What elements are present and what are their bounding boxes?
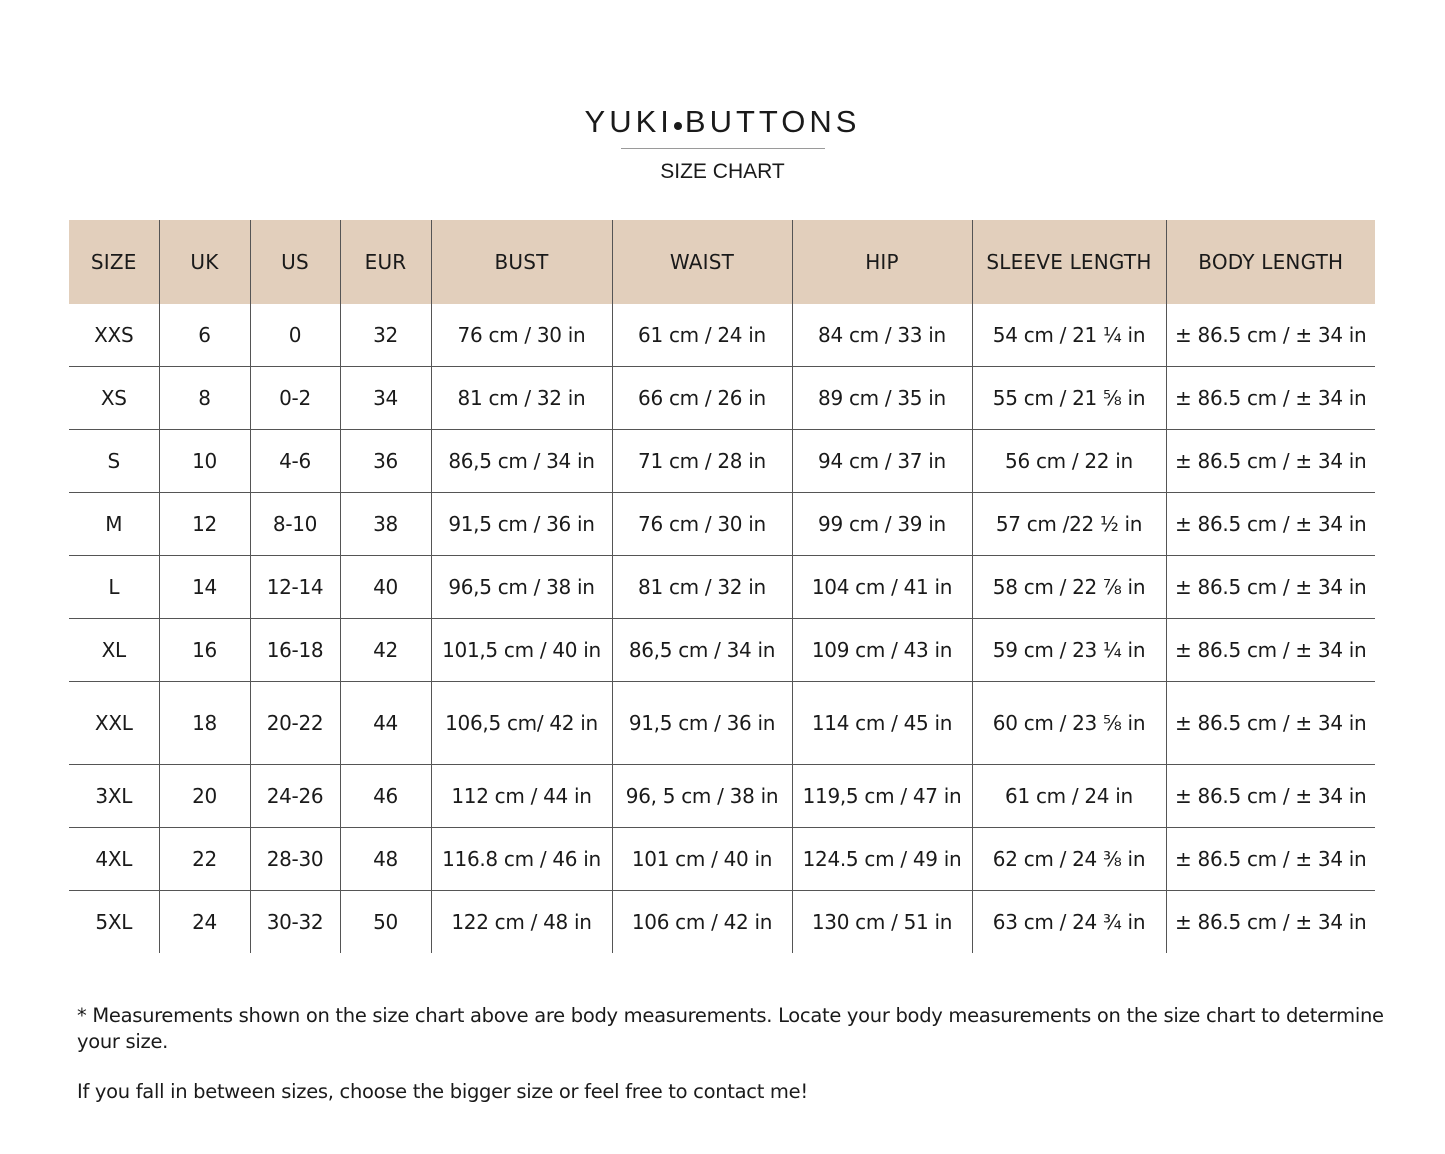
table-cell: 71 cm / 28 in <box>612 430 792 493</box>
table-cell: S <box>69 430 159 493</box>
table-cell: 5XL <box>69 891 159 954</box>
table-cell: 16 <box>159 619 250 682</box>
brand-logo <box>0 104 1445 140</box>
table-row <box>69 891 1375 954</box>
table-cell: ± 86.5 cm / ± 34 in <box>1166 891 1375 954</box>
table-cell: 101 cm / 40 in <box>612 828 792 891</box>
brand-name-right: BUTTONS <box>684 104 861 139</box>
table-cell: ± 86.5 cm / ± 34 in <box>1166 304 1375 367</box>
table-cell: ± 86.5 cm / ± 34 in <box>1166 682 1375 765</box>
size-chart-table <box>69 220 1375 953</box>
column-header-size: SIZE <box>69 220 159 304</box>
table-cell: 91,5 cm / 36 in <box>612 682 792 765</box>
table-cell: 8-10 <box>250 493 340 556</box>
table-cell: 12-14 <box>250 556 340 619</box>
table-cell: 20 <box>159 765 250 828</box>
table-cell: 94 cm / 37 in <box>792 430 972 493</box>
table-cell: 38 <box>340 493 431 556</box>
table-cell: 109 cm / 43 in <box>792 619 972 682</box>
table-cell: 96,5 cm / 38 in <box>431 556 612 619</box>
brand-name-left: YUKI <box>584 104 673 139</box>
brand-header <box>0 104 1445 185</box>
table-cell: 24-26 <box>250 765 340 828</box>
table-cell: 56 cm / 22 in <box>972 430 1166 493</box>
table-cell: ± 86.5 cm / ± 34 in <box>1166 430 1375 493</box>
table-cell: 106 cm / 42 in <box>612 891 792 954</box>
table-cell: 81 cm / 32 in <box>612 556 792 619</box>
table-cell: 99 cm / 39 in <box>792 493 972 556</box>
table-cell: 130 cm / 51 in <box>792 891 972 954</box>
footnotes <box>77 1003 1387 1105</box>
table-cell: 3XL <box>69 765 159 828</box>
table-cell: 122 cm / 48 in <box>431 891 612 954</box>
table-cell: 36 <box>340 430 431 493</box>
table-row <box>69 367 1375 430</box>
column-header-eur: EUR <box>340 220 431 304</box>
column-header-uk: UK <box>159 220 250 304</box>
table-cell: 116.8 cm / 46 in <box>431 828 612 891</box>
table-cell: 44 <box>340 682 431 765</box>
table-cell: 101,5 cm / 40 in <box>431 619 612 682</box>
table-cell: 96, 5 cm / 38 in <box>612 765 792 828</box>
table-cell: 61 cm / 24 in <box>612 304 792 367</box>
table-cell: 4XL <box>69 828 159 891</box>
table-row <box>69 430 1375 493</box>
table-cell: 14 <box>159 556 250 619</box>
brand-divider <box>621 148 825 149</box>
table-cell: ± 86.5 cm / ± 34 in <box>1166 828 1375 891</box>
table-cell: 32 <box>340 304 431 367</box>
column-header-sleeve-length: SLEEVE LENGTH <box>972 220 1166 304</box>
table-row <box>69 828 1375 891</box>
between-sizes-note: If you fall in between sizes, choose the bigger size or feel free to contact me! <box>77 1080 808 1103</box>
table-cell: XXL <box>69 682 159 765</box>
table-cell: ± 86.5 cm / ± 34 in <box>1166 493 1375 556</box>
table-row <box>69 765 1375 828</box>
table-cell: ± 86.5 cm / ± 34 in <box>1166 619 1375 682</box>
table-cell: 6 <box>159 304 250 367</box>
table-cell: 24 <box>159 891 250 954</box>
table-cell: 10 <box>159 430 250 493</box>
table-cell: 50 <box>340 891 431 954</box>
table-cell: 124.5 cm / 49 in <box>792 828 972 891</box>
column-header-hip: HIP <box>792 220 972 304</box>
table-cell: 0 <box>250 304 340 367</box>
table-cell: 62 cm / 24 ³⁄₈ in <box>972 828 1166 891</box>
table-cell: 104 cm / 41 in <box>792 556 972 619</box>
table-cell: 63 cm / 24 ³⁄₄ in <box>972 891 1166 954</box>
table-cell: 46 <box>340 765 431 828</box>
table-cell: 112 cm / 44 in <box>431 765 612 828</box>
table-cell: ± 86.5 cm / ± 34 in <box>1166 556 1375 619</box>
table-cell: 60 cm / 23 ⁵⁄₈ in <box>972 682 1166 765</box>
table-cell: 86,5 cm / 34 in <box>431 430 612 493</box>
table-cell: 57 cm /22 ¹⁄₂ in <box>972 493 1166 556</box>
column-header-waist: WAIST <box>612 220 792 304</box>
column-header-us: US <box>250 220 340 304</box>
column-header-bust: BUST <box>431 220 612 304</box>
table-cell: 91,5 cm / 36 in <box>431 493 612 556</box>
table-cell: 86,5 cm / 34 in <box>612 619 792 682</box>
table-cell: 16-18 <box>250 619 340 682</box>
table-cell: 4-6 <box>250 430 340 493</box>
table-cell: M <box>69 493 159 556</box>
table-cell: 66 cm / 26 in <box>612 367 792 430</box>
table-cell: XS <box>69 367 159 430</box>
table-cell: 42 <box>340 619 431 682</box>
table-cell: 48 <box>340 828 431 891</box>
table-row <box>69 619 1375 682</box>
table-cell: 84 cm / 33 in <box>792 304 972 367</box>
table-cell: 30-32 <box>250 891 340 954</box>
table-row <box>69 304 1375 367</box>
table-cell: 106,5 cm/ 42 in <box>431 682 612 765</box>
table-row <box>69 493 1375 556</box>
table-header-row <box>69 220 1375 304</box>
table-row <box>69 556 1375 619</box>
table-cell: 28-30 <box>250 828 340 891</box>
table-cell: 40 <box>340 556 431 619</box>
table-cell: ± 86.5 cm / ± 34 in <box>1166 765 1375 828</box>
column-header-body-length: BODY LENGTH <box>1166 220 1375 304</box>
table-cell: L <box>69 556 159 619</box>
table-cell: 22 <box>159 828 250 891</box>
table-cell: ± 86.5 cm / ± 34 in <box>1166 367 1375 430</box>
table-cell: 58 cm / 22 ⁷⁄₈ in <box>972 556 1166 619</box>
table-row <box>69 682 1375 765</box>
brand-dot <box>674 122 682 130</box>
table-cell: 119,5 cm / 47 in <box>792 765 972 828</box>
table-cell: 0-2 <box>250 367 340 430</box>
table-cell: 76 cm / 30 in <box>431 304 612 367</box>
table-cell: 34 <box>340 367 431 430</box>
table-cell: 81 cm / 32 in <box>431 367 612 430</box>
table-cell: 55 cm / 21 ⁵⁄₈ in <box>972 367 1166 430</box>
table-cell: 20-22 <box>250 682 340 765</box>
table-cell: 76 cm / 30 in <box>612 493 792 556</box>
table-cell: 8 <box>159 367 250 430</box>
table-cell: XXS <box>94 323 134 347</box>
table-cell: 59 cm / 23 ¹⁄₄ in <box>972 619 1166 682</box>
page-title: SIZE CHART <box>660 160 785 183</box>
table-cell: 89 cm / 35 in <box>792 367 972 430</box>
table-cell: 18 <box>159 682 250 765</box>
table-cell: XL <box>69 619 159 682</box>
measurement-note: * Measurements shown on the size chart above are body measurements. Locate your body measurements on the size chart to determine your size. <box>77 1004 1384 1053</box>
table-cell: 12 <box>159 493 250 556</box>
table-cell: 54 cm / 21 ¹⁄₄ in <box>972 304 1166 367</box>
table-cell: 61 cm / 24 in <box>972 765 1166 828</box>
table-cell: 114 cm / 45 in <box>792 682 972 765</box>
